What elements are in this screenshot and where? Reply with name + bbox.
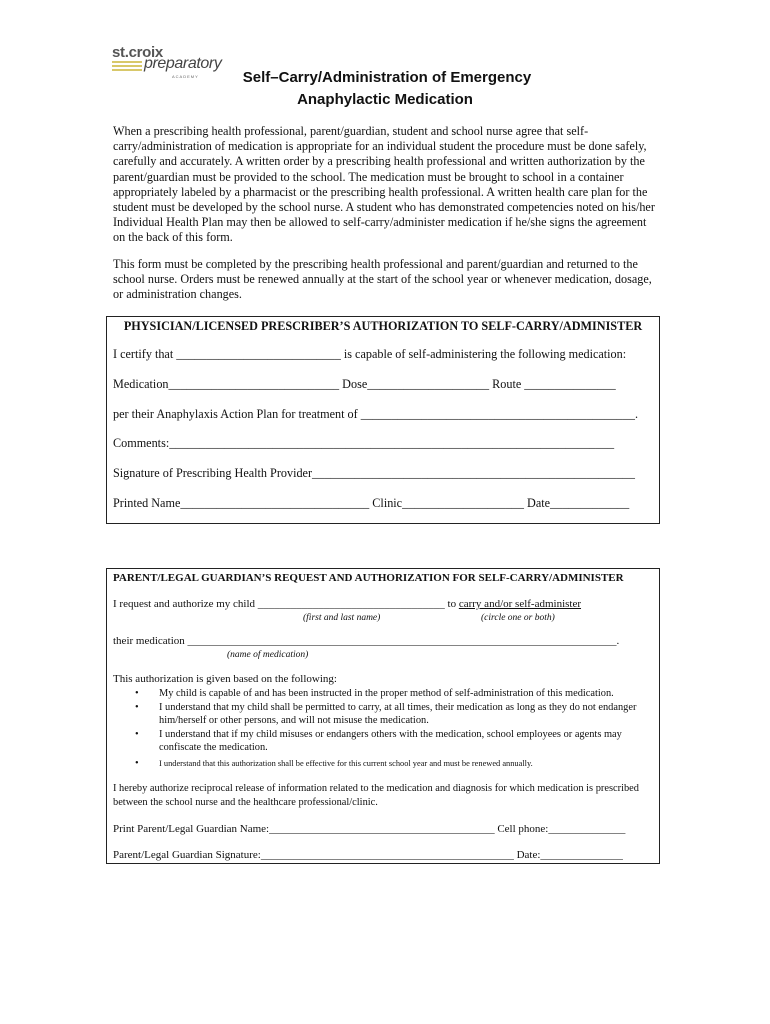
physician-section-heading: PHYSICIAN/LICENSED PRESCRIBER’S AUTHORIZATION TO SELF-CARRY/ADMINISTER — [123, 319, 643, 333]
prescriber-signature-field[interactable]: Signature of Prescribing Health Provider_____________________________________________________ — [113, 466, 635, 480]
child-request-field[interactable] — [113, 598, 581, 610]
guardian-signature-date-field[interactable]: Parent/Legal Guardian Signature:______________________________________________ Date:_______________ — [113, 849, 623, 861]
intro-paragraph-1: When a prescribing health professional, parent/guardian, student and school nurse agree that self-carry/administration of medication is appropriate for an individual student the procedure must be done safely, carefully and accurately. A written order by a prescribing health professional and written authorization by the parent/guardian must be provided to the school. The medication must be brought to school in a container appropriately labeled by a pharmacist or the prescribing health professional. A written health care plan for the student must be developed by the school nurse. A student who has demonstrated competencies noted on his/her Individual Health Plan may then be allowed to self-carry/administer medication if he/she signs the agreement on the back of this form. — [113, 124, 655, 245]
title-line-2: Anaphylactic Medication — [297, 91, 473, 108]
list-item: • My child is capable of and has been instructed in the proper method of self-administration of this medication. — [135, 688, 614, 699]
printed-name-clinic-date-field[interactable]: Printed Name_______________________________ Clinic____________________ Date_____________ — [113, 496, 630, 510]
child-request-text: I request and authorize my child __________________________________ to — [113, 598, 459, 610]
page-title — [0, 67, 770, 111]
medication-name-hint: (name of medication) — [227, 650, 309, 660]
bullet-icon: • — [135, 728, 139, 740]
list-item: • I understand that my child shall be permitted to carry, at all times, their medication as long as they do not endanger him/herself or other persons, and will not misuse the medication. — [135, 701, 637, 727]
conditions-list — [113, 687, 653, 771]
medication-dose-route-field[interactable]: Medication____________________________ Dose____________________ Route _______________ — [113, 377, 616, 391]
logo-text-bottom: ACADEMY — [172, 74, 199, 79]
certify-field[interactable]: I certify that ___________________________ is capable of self-administering the following medication: — [113, 347, 627, 361]
list-item: • I understand that this authorization shall be effective for this current school year and must be renewed annually. — [135, 757, 533, 769]
list-item: • I understand that if my child misuses or endangers others with the medication, school employees or agents may confiscate the medication. — [135, 728, 622, 754]
child-name-hint: (first and last name) — [303, 613, 381, 623]
carry-administer-choice[interactable]: carry and/or self-administer — [458, 598, 582, 610]
bullet-icon: • — [135, 757, 139, 769]
circle-hint: (circle one or both) — [481, 613, 555, 623]
treatment-plan-field[interactable]: per their Anaphylaxis Action Plan for treatment of _____________________________________________. — [113, 407, 639, 421]
medication-name-field[interactable]: their medication ______________________________________________________________________________. — [113, 635, 620, 647]
parent-section-heading: PARENT/LEGAL GUARDIAN’S REQUEST AND AUTHORIZATION FOR SELF-CARRY/ADMINISTER — [113, 572, 624, 584]
title-line-1: Self–Carry/Administration of Emergency — [242, 69, 532, 86]
bullet-icon: • — [135, 701, 139, 713]
guardian-name-phone-field[interactable]: Print Parent/Legal Guardian Name:_________________________________________ Cell phone:______________ — [113, 823, 626, 835]
bullet-icon: • — [135, 688, 139, 699]
parent-authorization-section — [106, 568, 660, 864]
physician-authorization-section — [106, 316, 660, 524]
logo-text-middle: preparatory — [144, 55, 222, 72]
authorization-basis: This authorization is given based on the following: — [113, 673, 337, 685]
information-release-text: I hereby authorize reciprocal release of information related to the medication and diagnosis for which medication is prescribed between the school nurse and the healthcare professional/clinic. — [113, 783, 639, 808]
intro-paragraph-2: This form must be completed by the prescribing health professional and parent/guardian and returned to the school nurse. Orders must be renewed annually at the start of the school year or whenever medication, dosage, or administration changes. — [113, 257, 652, 302]
logo-text-top: st.croix — [112, 44, 163, 61]
comments-field[interactable]: Comments:_________________________________________________________________________ — [113, 436, 615, 450]
